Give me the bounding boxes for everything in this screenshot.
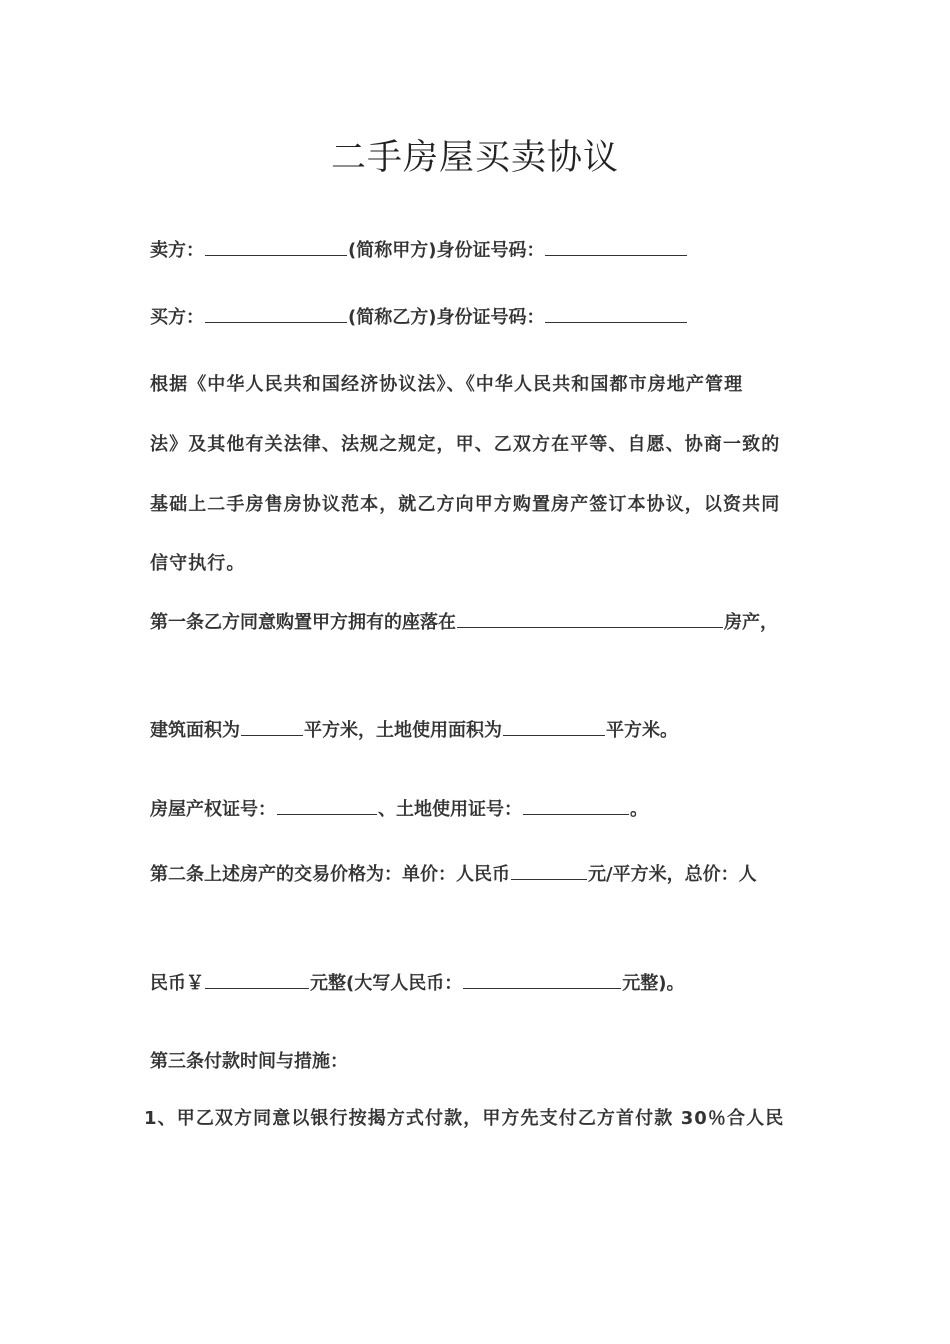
article2-text: 元整)。 bbox=[622, 973, 685, 994]
buyer-line bbox=[150, 303, 688, 329]
article2-text: 元整(大写人民币： bbox=[310, 973, 463, 994]
total-price-blank[interactable] bbox=[205, 970, 309, 989]
property-cert-blank[interactable] bbox=[277, 796, 377, 815]
seller-name-blank[interactable] bbox=[205, 237, 347, 256]
property-location-blank[interactable] bbox=[457, 609, 723, 628]
land-area-blank[interactable] bbox=[503, 717, 605, 736]
building-area-blank[interactable] bbox=[241, 717, 303, 736]
seller-label: 卖方： bbox=[150, 240, 204, 261]
article1-text: 房屋产权证号： bbox=[150, 799, 276, 820]
article2-line1 bbox=[150, 860, 757, 886]
preamble-line: 根据《中华人民共和国经济协议法》、《中华人民共和国都市房地产管理 bbox=[150, 374, 744, 395]
preamble-line: 法》及其他有关法律、法规之规定，甲、乙双方在平等、自愿、协商一致的 bbox=[150, 434, 781, 455]
article1-text: 建筑面积为 bbox=[150, 720, 240, 741]
land-cert-blank[interactable] bbox=[523, 796, 629, 815]
buyer-alias: (简称乙方)身份证号码： bbox=[348, 307, 545, 328]
total-price-words-blank[interactable] bbox=[463, 970, 621, 989]
unit-price-blank[interactable] bbox=[511, 861, 587, 880]
article1-line1 bbox=[150, 608, 778, 634]
article2-text: 元/平方米，总价：人 bbox=[588, 864, 757, 885]
article1-text: 、土地使用证号： bbox=[378, 799, 522, 820]
article1-text: 房产， bbox=[724, 612, 778, 633]
buyer-id-blank[interactable] bbox=[545, 304, 687, 323]
buyer-name-blank[interactable] bbox=[205, 304, 347, 323]
article1-text: 平方米，土地使用面积为 bbox=[304, 720, 502, 741]
preamble-line: 信守执行。 bbox=[150, 553, 246, 574]
seller-alias: (简称甲方)身份证号码： bbox=[348, 240, 545, 261]
buyer-label: 买方： bbox=[150, 307, 204, 328]
article1-text: 平方米。 bbox=[606, 720, 678, 741]
article1-text: 第一条乙方同意购置甲方拥有的座落在 bbox=[150, 612, 456, 633]
article1-line3 bbox=[150, 795, 648, 821]
article2-text: 第二条上述房产的交易价格为：单价：人民币 bbox=[150, 864, 510, 885]
seller-line bbox=[150, 236, 688, 262]
seller-id-blank[interactable] bbox=[545, 237, 687, 256]
article3-item1: 1、甲乙双方同意以银行按揭方式付款，甲方先支付乙方首付款 30％合人民 bbox=[144, 1108, 785, 1129]
article1-line2 bbox=[150, 716, 678, 742]
article2-text: 民币￥ bbox=[150, 973, 204, 994]
preamble-line: 基础上二手房售房协议范本，就乙方向甲方购置房产签订本协议，以资共同 bbox=[150, 494, 781, 515]
article2-line2 bbox=[150, 969, 684, 995]
article1-text: 。 bbox=[630, 799, 648, 820]
article3-heading: 第三条付款时间与措施： bbox=[150, 1051, 348, 1072]
document-title: 二手房屋买卖协议 bbox=[330, 138, 619, 178]
